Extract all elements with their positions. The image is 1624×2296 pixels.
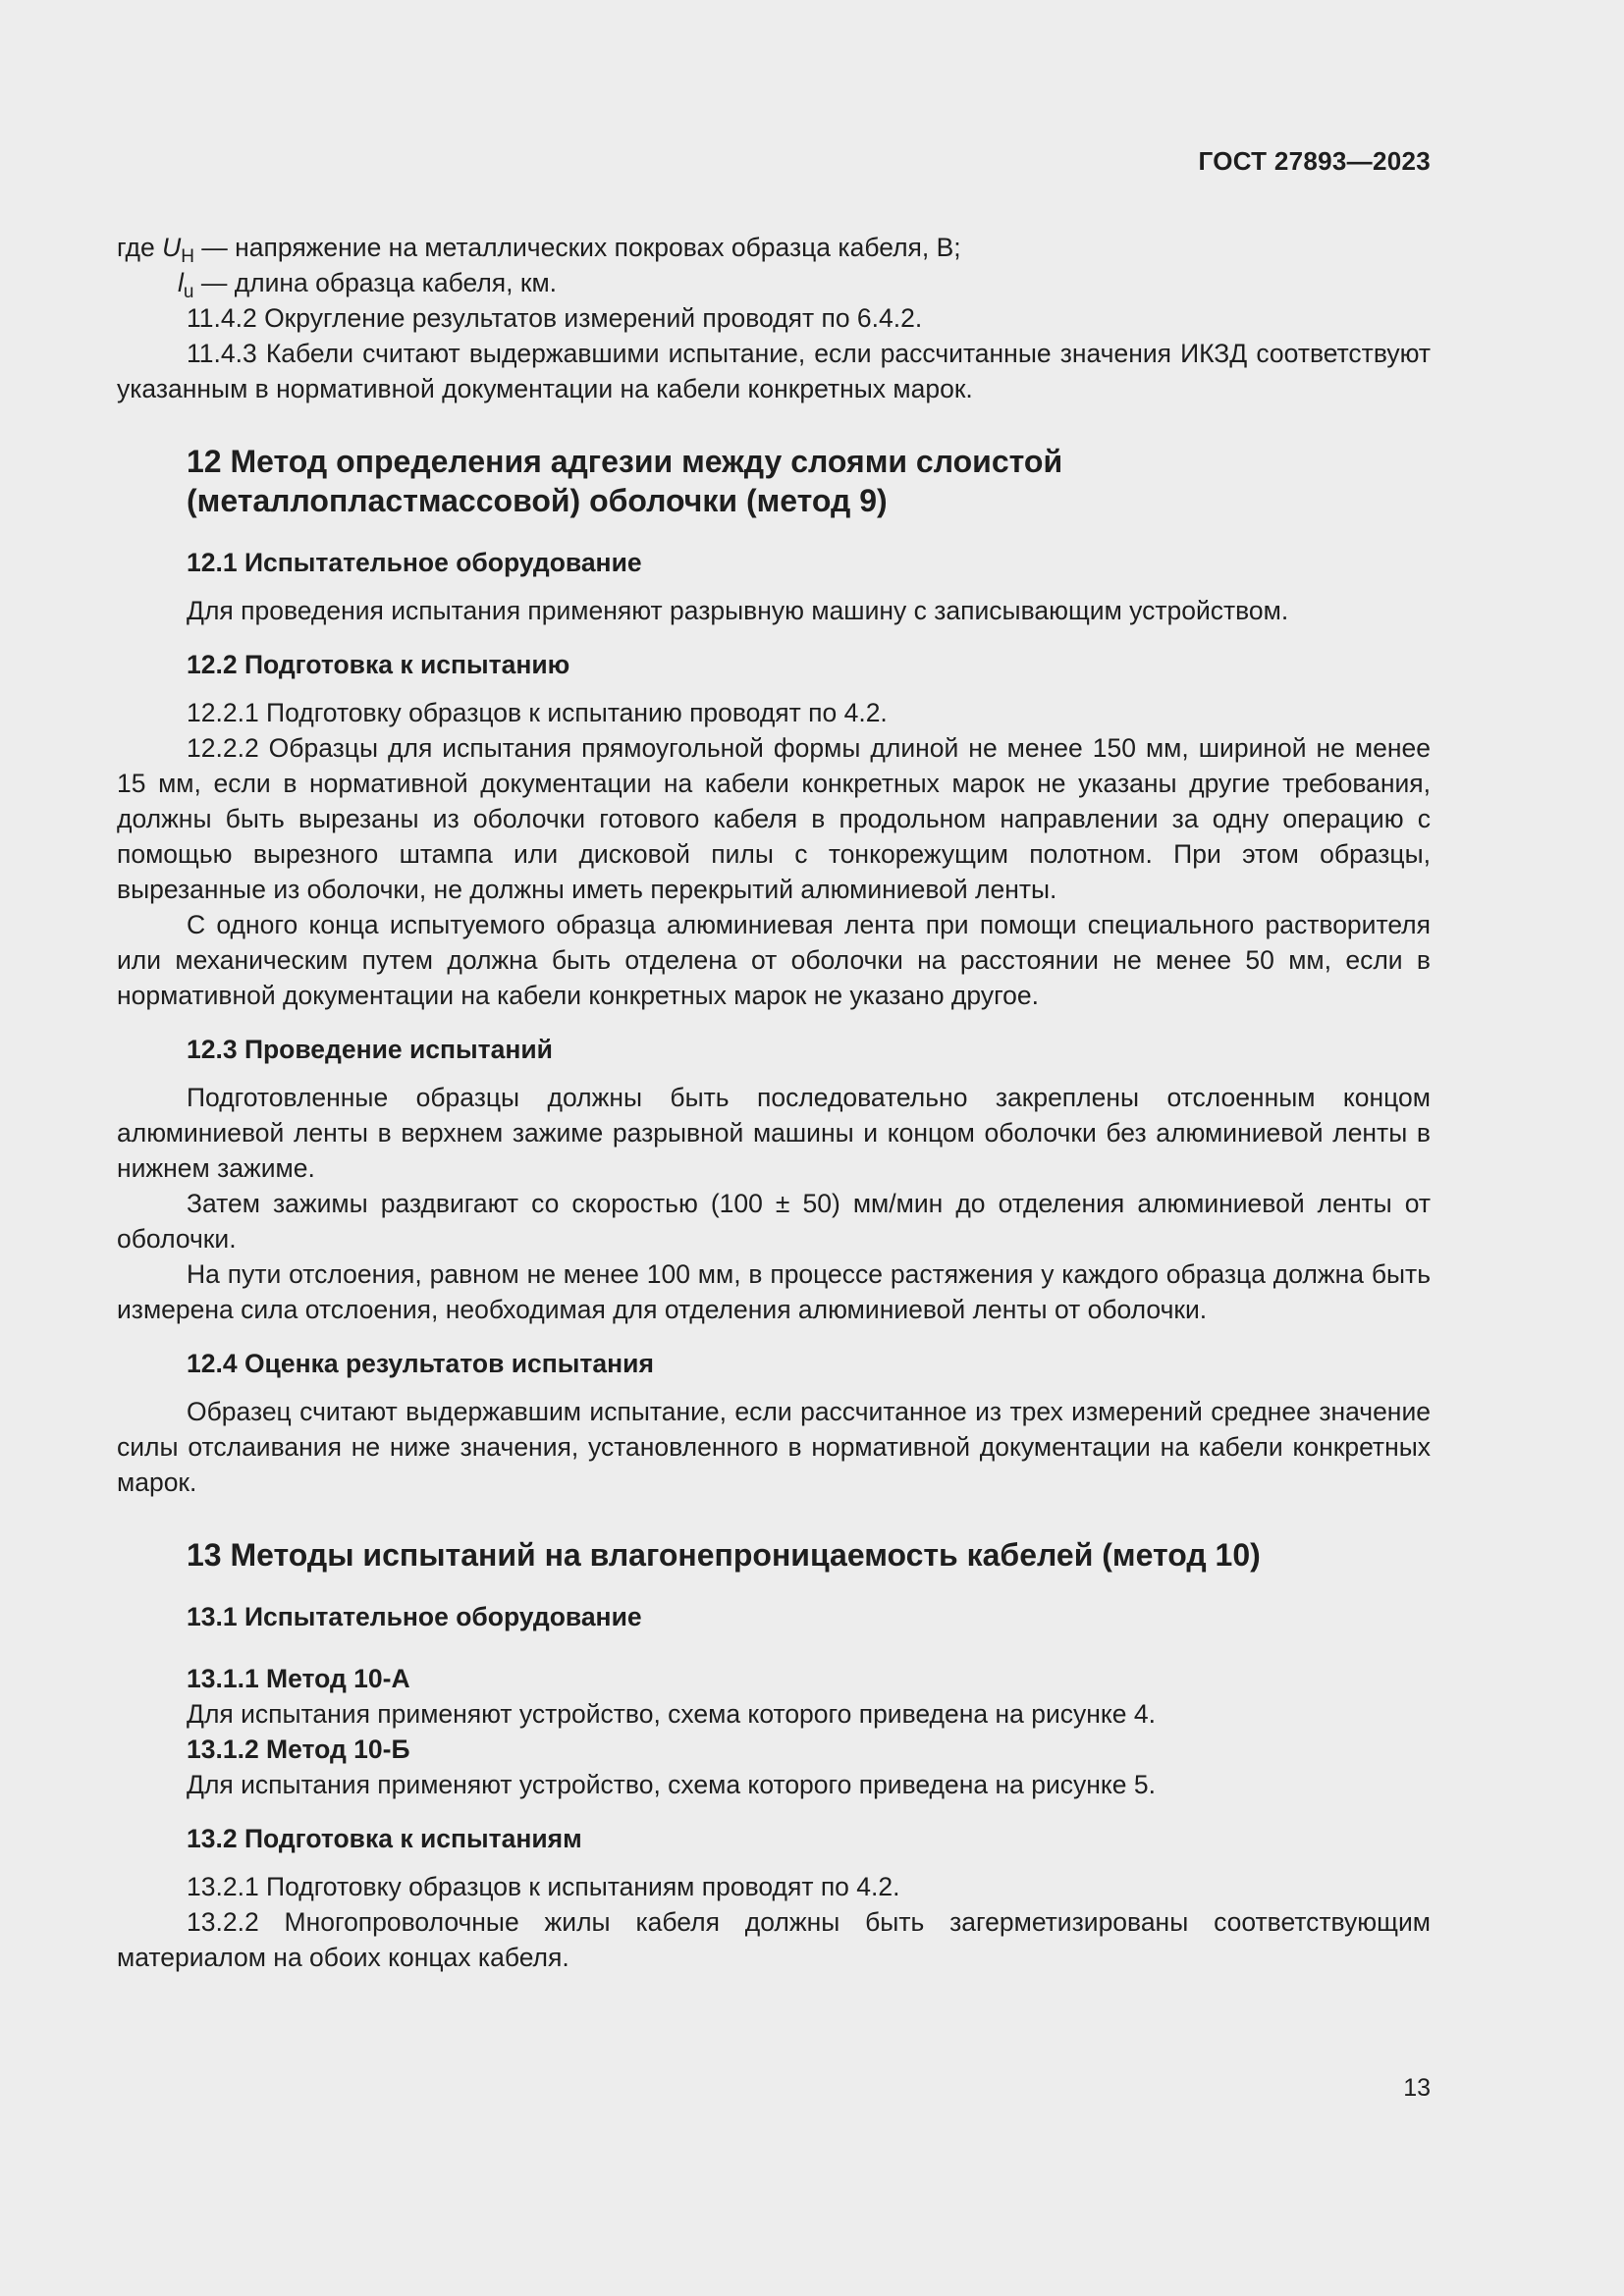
section-13-2-title: 13.2 Подготовка к испытаниям <box>187 1824 582 1853</box>
symbol-u-subscript: H <box>181 246 194 267</box>
paragraph-12-3-a: Подготовленные образцы должны быть последовательно закреплены отслоенным концом алюминиевой ленты в верхнем зажиме разрывной машины и концом оболочки без алюминиевой ленты в нижнем зажиме. <box>117 1083 1431 1183</box>
paragraph-13-2-1: 13.2.1 Подготовку образцов к испытаниям проводят по 4.2. <box>187 1872 900 1901</box>
paragraph-12-2-1: 12.2.1 Подготовку образцов к испытанию проводят по 4.2. <box>187 698 888 727</box>
paragraph-13-2-2: 13.2.2 Многопроволочные жилы кабеля должны быть загерметизированы соответствующим материалом на обоих концах кабеля. <box>117 1907 1431 1972</box>
formula-legend-u: где $U_H$ — напряжение на металлических покровах образца кабеля, В; <box>117 233 961 267</box>
section-12-title: 12 Метод определения адгезии между слоями слоистой (металлопластмассовой) оболочки (метод 9) <box>187 444 1063 518</box>
section-12-2-title: 12.2 Подготовка к испытанию <box>187 650 570 679</box>
paragraph-12-2-2-continued: С одного конца испытуемого образца алюминиевая лента при помощи специального растворителя или механическим путем должна быть отделена от оболочки на расстоянии не менее 50 мм, если в нормативной документации на кабели конкретных марок не указано другое. <box>117 910 1431 1010</box>
paragraph-12-3-c: На пути отслоения, равном не менее 100 мм, в процессе растяжения у каждого образца должна быть измерена сила отслоения, необходимая для отделения алюминиевой ленты от оболочки. <box>117 1259 1431 1324</box>
paragraph-12-1: Для проведения испытания применяют разрывную машину с записывающим устройством. <box>187 596 1289 625</box>
section-12-4-title: 12.4 Оценка результатов испытания <box>187 1349 654 1378</box>
document-code: ГОСТ 27893—2023 <box>1198 146 1431 176</box>
section-13-1-title: 13.1 Испытательное оборудование <box>187 1602 642 1631</box>
paragraph-12-4: Образец считают выдержавшим испытание, если рассчитанное из трех измерений среднее значение силы отслаивания не ниже значения, установленного в нормативной документации на кабели конкретных марок. <box>117 1397 1431 1497</box>
paragraph-13-1-2: Для испытания применяют устройство, схема которого приведена на рисунке 5. <box>187 1770 1156 1799</box>
paragraph-11-4-2: 11.4.2 Округление результатов измерений проводят по 6.4.2. <box>187 303 923 333</box>
formula-legend-l: $l_u$ — длина образца кабеля, км. <box>178 268 558 302</box>
section-13-title: 13 Методы испытаний на влагонепроницаемость кабелей (метод 10) <box>187 1537 1261 1573</box>
paragraph-12-2-2: 12.2.2 Образцы для испытания прямоугольной формы длиной не менее 150 мм, шириной не менее 15 мм, если в нормативной документации на кабели конкретных марок не указаны другие требования, должны быть вырезаны из оболочки готового кабеля в продольном направлении за одну операцию с помощью вырезного штампа или дисковой пилы с тонкорежущим полотном. При этом образцы, вырезанные из оболочки, не должны иметь перекрытий алюминиевой ленты. <box>117 733 1431 904</box>
paragraph-13-1-1: Для испытания применяют устройство, схема которого приведена на рисунке 4. <box>187 1699 1156 1729</box>
paragraph-11-4-3: 11.4.3 Кабели считают выдержавшими испытание, если рассчитанные значения ИКЗД соответствуют указанным в нормативной документации на кабели конкретных марок. <box>117 339 1431 403</box>
section-12-3-title: 12.3 Проведение испытаний <box>187 1035 553 1064</box>
symbol-l: l <box>178 268 184 297</box>
section-13-1-1-title: 13.1.1 Метод 10-А <box>187 1664 410 1693</box>
section-13-1-2-title: 13.1.2 Метод 10-Б <box>187 1735 410 1764</box>
symbol-u: U <box>162 233 182 262</box>
page-content <box>117 230 1431 1975</box>
page-number: 13 <box>1403 2074 1431 2102</box>
symbol-l-subscript: u <box>183 282 194 302</box>
paragraph-12-3-b: Затем зажимы раздвигают со скоростью (100 ± 50) мм/мин до отделения алюминиевой ленты от оболочки. <box>117 1189 1431 1254</box>
section-12-1-title: 12.1 Испытательное оборудование <box>187 548 642 577</box>
